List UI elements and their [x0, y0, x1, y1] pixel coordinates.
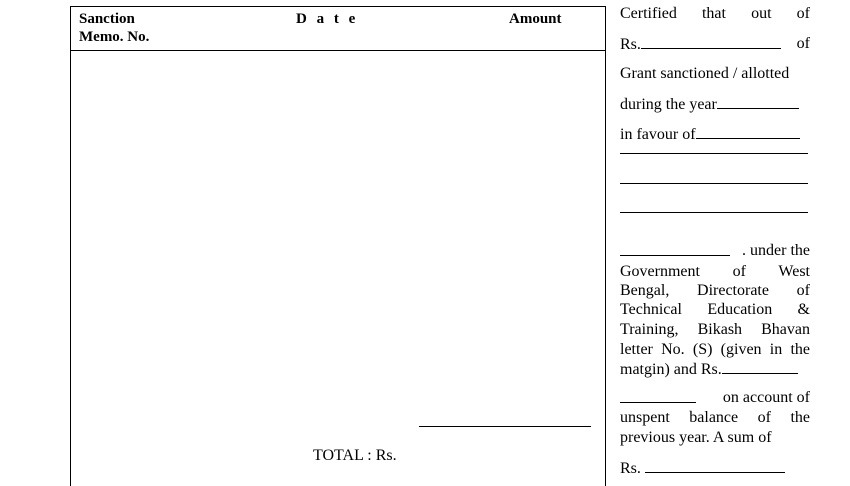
- favour-blank-line-3[interactable]: [620, 183, 808, 184]
- cert-line-17: unspent balance of the: [620, 409, 810, 426]
- letter-amount-blank-2[interactable]: [620, 388, 696, 403]
- favour-blank-line-5[interactable]: [620, 241, 730, 256]
- total-label: TOTAL : Rs.: [313, 447, 397, 464]
- cert-line-19: Rs.: [620, 458, 810, 478]
- sanction-table: [70, 6, 606, 486]
- cert-line-11: Bengal, Directorate of: [620, 282, 810, 299]
- cert-line-5: in favour of: [620, 124, 810, 144]
- favour-blank[interactable]: [696, 124, 800, 139]
- cert-line-4: during the year: [620, 94, 810, 114]
- header-sanction-memo-no: Sanction Memo. No.: [79, 11, 150, 45]
- amount-blank[interactable]: [641, 34, 781, 49]
- sum-blank[interactable]: [645, 458, 785, 473]
- favour-blank-line-4[interactable]: [620, 212, 808, 213]
- cert-line-13: Training, Bikash Bhavan: [620, 321, 810, 338]
- cert-line-10: Government of West: [620, 263, 810, 280]
- cert-line-2: Rs. of: [620, 35, 810, 53]
- header-amount: Amount: [509, 11, 562, 27]
- cert-line-14: letter No. (S) (given in the: [620, 341, 810, 358]
- amount-total-blank[interactable]: [419, 426, 591, 427]
- cert-line-12: Technical Education &: [620, 301, 810, 318]
- year-blank[interactable]: [717, 94, 799, 109]
- cert-line-15: matgin) and Rs.: [620, 359, 810, 379]
- letter-amount-blank[interactable]: [722, 359, 798, 374]
- header-date: D a t e: [296, 11, 359, 27]
- cert-line-9: . under the: [620, 241, 810, 261]
- cert-line-16: on account of: [620, 388, 810, 408]
- cert-line-18: previous year. A sum of: [620, 429, 772, 446]
- cert-line-1: Certified that out of: [620, 5, 810, 22]
- cert-line-3: Grant sanctioned / allotted: [620, 65, 790, 82]
- table-header-row: [71, 7, 605, 51]
- favour-blank-line-2[interactable]: [620, 153, 808, 154]
